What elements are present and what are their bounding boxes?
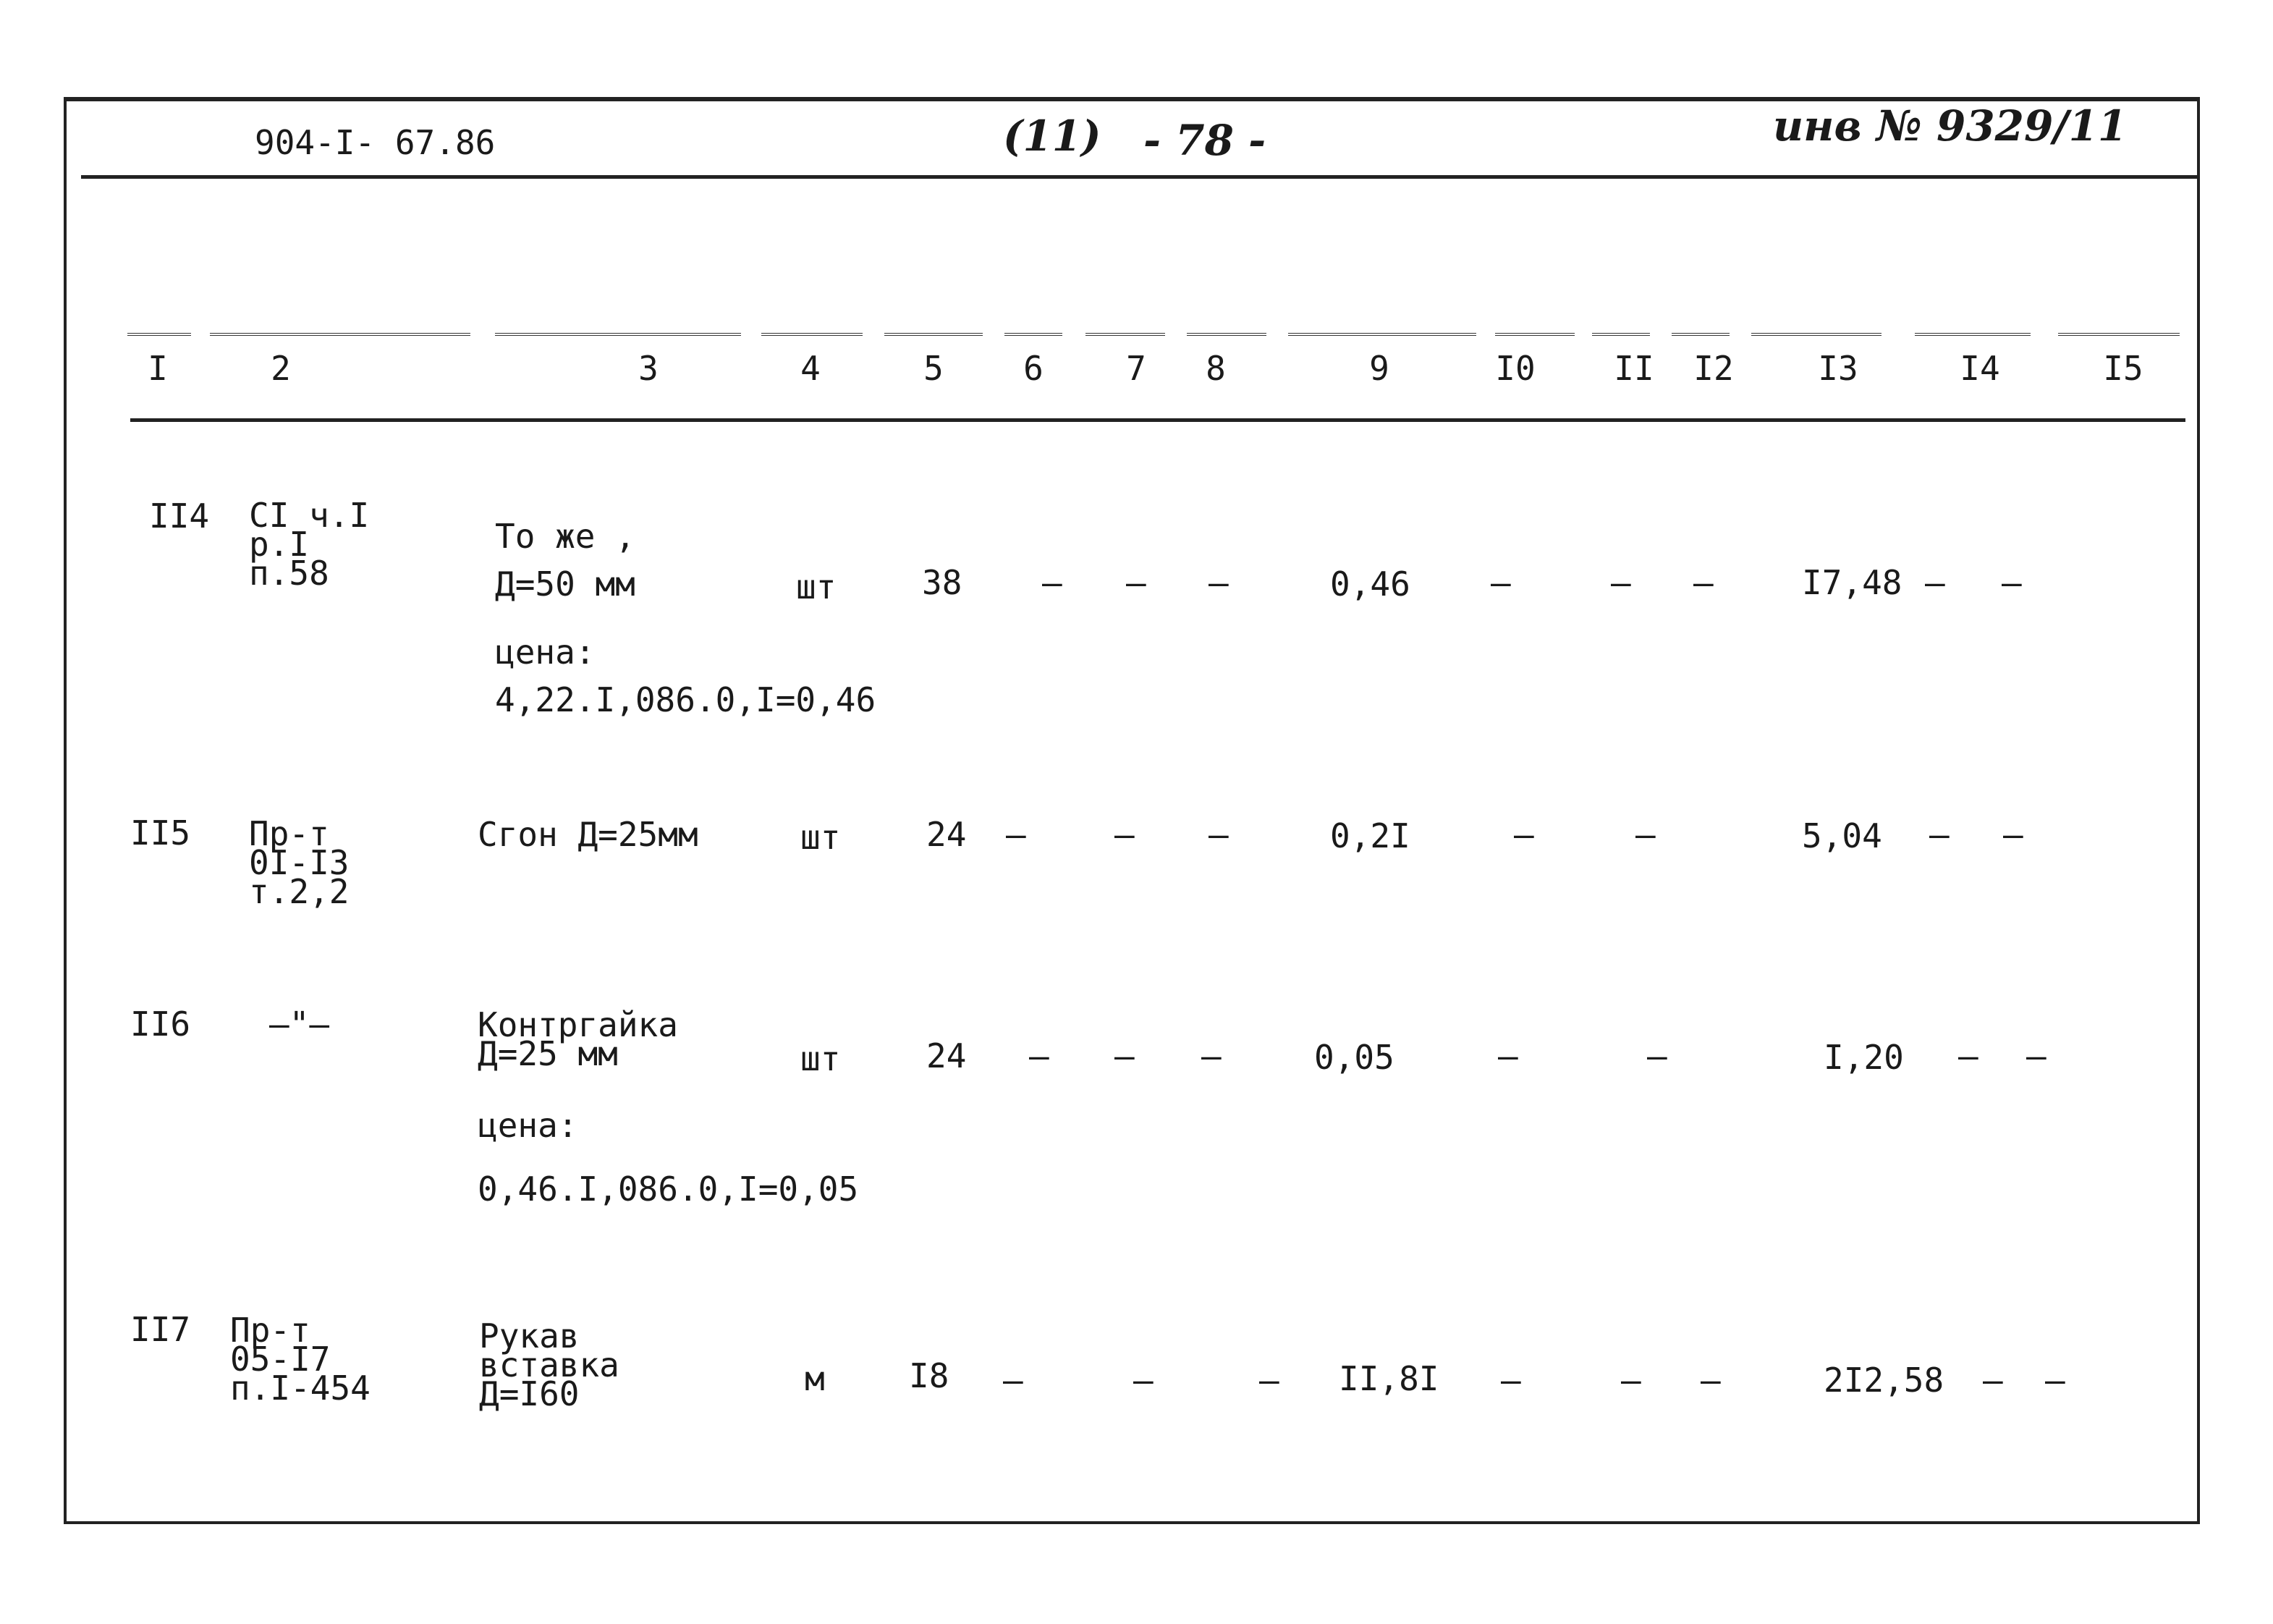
cell-col12: – bbox=[1701, 1361, 1721, 1400]
quantity: 24 bbox=[926, 815, 967, 854]
cell-col6: – bbox=[1006, 815, 1026, 854]
cell-col9: 0,2I bbox=[1330, 816, 1410, 855]
cell-col14: – bbox=[1929, 815, 1950, 854]
column-number: II bbox=[1614, 349, 1654, 388]
unit: шт bbox=[800, 1039, 841, 1078]
column-dash bbox=[2058, 333, 2180, 336]
cell-col9: II,8I bbox=[1339, 1359, 1439, 1398]
cell-col14: – bbox=[1958, 1036, 1978, 1075]
normative-reference: Пр-т 0I-I3 т.2,2 bbox=[249, 814, 350, 911]
cell-col10: – bbox=[1498, 1036, 1518, 1075]
normative-reference: –"– bbox=[269, 1005, 330, 1044]
cell-col7: – bbox=[1114, 1036, 1135, 1075]
column-number: 2 bbox=[271, 349, 291, 388]
cell-col10: – bbox=[1514, 815, 1534, 854]
row-number: II6 bbox=[130, 1005, 191, 1044]
row-number: II7 bbox=[130, 1310, 191, 1349]
cell-col8: – bbox=[1259, 1361, 1279, 1400]
column-dash bbox=[1495, 333, 1575, 336]
column-number: I0 bbox=[1495, 349, 1536, 388]
column-number: I bbox=[148, 349, 168, 388]
column-header-rule bbox=[130, 418, 2185, 422]
column-dash bbox=[1288, 333, 1476, 336]
column-dash bbox=[210, 333, 470, 336]
cell-col15: – bbox=[2003, 815, 2023, 854]
cell-col11: – bbox=[1647, 1036, 1667, 1075]
column-dash bbox=[495, 333, 741, 336]
document-code: 904-I- 67.86 bbox=[255, 123, 496, 162]
price-calculation: 4,22.I,086.0,I=0,46 bbox=[495, 680, 876, 719]
cell-col14: – bbox=[1925, 563, 1945, 602]
normative-reference: Пр-т 05-I7 п.I-454 bbox=[230, 1311, 371, 1408]
unit: шт bbox=[800, 818, 841, 857]
column-number: 4 bbox=[800, 349, 821, 388]
column-dash bbox=[1915, 333, 2031, 336]
cell-col12: – bbox=[1693, 563, 1714, 602]
cell-col10: – bbox=[1501, 1361, 1521, 1400]
cell-col6: – bbox=[1003, 1361, 1023, 1400]
column-dash bbox=[1592, 333, 1650, 336]
column-number: 6 bbox=[1023, 349, 1044, 388]
column-number: 9 bbox=[1369, 349, 1389, 388]
cell-col13: 5,04 bbox=[1802, 816, 1882, 855]
item-description: Рукав вставка Д=I60 bbox=[479, 1316, 619, 1413]
cell-col11: – bbox=[1635, 815, 1656, 854]
item-description: Сгон Д=25мм bbox=[478, 815, 698, 854]
quantity: 38 bbox=[922, 563, 962, 602]
column-number: I5 bbox=[2103, 349, 2143, 388]
cell-col13: 2I2,58 bbox=[1824, 1361, 1944, 1400]
column-dash bbox=[127, 333, 191, 336]
header-rule bbox=[81, 175, 2200, 179]
inventory-number: инв № 9329/11 bbox=[1773, 101, 2128, 151]
cell-col15: – bbox=[2045, 1361, 2065, 1400]
page-number: - 78 - bbox=[1143, 116, 1266, 165]
cell-col15: – bbox=[2026, 1036, 2046, 1075]
item-description: Контргайка Д=25 мм bbox=[478, 1005, 678, 1073]
price-label: цена: bbox=[478, 1106, 578, 1145]
cell-col9: 0,05 bbox=[1314, 1038, 1394, 1077]
column-number: 5 bbox=[923, 349, 944, 388]
page-frame bbox=[64, 97, 2200, 1524]
column-number: 3 bbox=[638, 349, 659, 388]
cell-col8: – bbox=[1201, 1036, 1222, 1075]
column-dash bbox=[884, 333, 983, 336]
unit: шт bbox=[796, 567, 837, 606]
column-number: I3 bbox=[1818, 349, 1858, 388]
quantity: 24 bbox=[926, 1036, 967, 1075]
item-description: Д=50 мм bbox=[495, 564, 635, 604]
row-number: II4 bbox=[149, 496, 210, 536]
cell-col13: I,20 bbox=[1824, 1038, 1904, 1077]
cell-col8: – bbox=[1209, 815, 1229, 854]
cell-col9: 0,46 bbox=[1330, 564, 1410, 604]
cell-col13: I7,48 bbox=[1802, 563, 1902, 602]
column-dash bbox=[1004, 333, 1062, 336]
column-number: 8 bbox=[1206, 349, 1226, 388]
item-description: То же , bbox=[495, 517, 635, 556]
cell-col6: – bbox=[1029, 1036, 1049, 1075]
column-dash bbox=[1085, 333, 1165, 336]
row-number: II5 bbox=[130, 813, 191, 853]
column-dash bbox=[761, 333, 863, 336]
cell-col11: – bbox=[1621, 1361, 1641, 1400]
column-dash bbox=[1751, 333, 1882, 336]
cell-col6: – bbox=[1042, 563, 1062, 602]
cell-col7: – bbox=[1126, 563, 1146, 602]
normative-reference: CI ч.I р.I п.58 bbox=[249, 496, 370, 593]
cell-col7: – bbox=[1114, 815, 1135, 854]
quantity: I8 bbox=[909, 1356, 949, 1395]
column-dash bbox=[1672, 333, 1730, 336]
cell-col7: – bbox=[1133, 1361, 1154, 1400]
sheet-number: (11) bbox=[1003, 111, 1101, 161]
price-calculation: 0,46.I,086.0,I=0,05 bbox=[478, 1170, 859, 1209]
cell-col14: – bbox=[1983, 1361, 2003, 1400]
unit: м bbox=[805, 1359, 825, 1398]
cell-col15: – bbox=[2002, 563, 2022, 602]
price-label: цена: bbox=[495, 633, 596, 672]
column-dash bbox=[1187, 333, 1266, 336]
cell-col10: – bbox=[1491, 563, 1511, 602]
column-number: 7 bbox=[1126, 349, 1146, 388]
column-number: I2 bbox=[1693, 349, 1734, 388]
cell-col11: – bbox=[1611, 563, 1631, 602]
column-number: I4 bbox=[1960, 349, 2000, 388]
cell-col8: – bbox=[1209, 563, 1229, 602]
